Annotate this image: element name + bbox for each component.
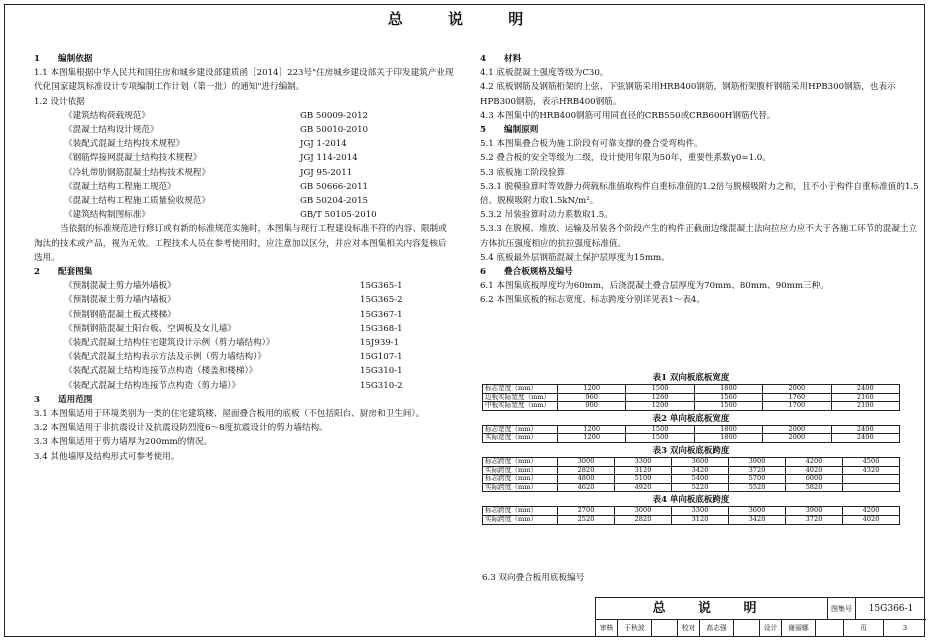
table-cell: 960 xyxy=(558,393,626,402)
table-cell: 2820 xyxy=(615,515,672,524)
spec-table xyxy=(482,384,900,411)
atlas-name: 《预制钢筋混凝土板式楼梯》 xyxy=(64,309,176,320)
table-caption: 表1 双向板底板宽度 xyxy=(652,373,730,383)
table-row xyxy=(483,425,900,434)
standard-row xyxy=(34,180,454,194)
standard-row xyxy=(34,194,454,208)
title-block-cell: 于秋波 xyxy=(618,620,652,636)
table-row xyxy=(483,385,900,394)
atlas-row xyxy=(34,279,454,293)
spec-table xyxy=(482,506,900,524)
table-cell: 2400 xyxy=(831,385,899,394)
table-cell: 4200 xyxy=(843,507,900,516)
table-cell: 3720 xyxy=(729,466,786,475)
section-4-heading: 4 材料 xyxy=(480,54,522,64)
table-cell: 2400 xyxy=(831,434,899,443)
table-cell: 1200 xyxy=(558,425,626,434)
standard-row xyxy=(34,208,454,222)
table-cell: 1800 xyxy=(694,425,762,434)
table-caption: 表4 单向板底板跨度 xyxy=(652,495,730,506)
table-cell: 4020 xyxy=(843,515,900,524)
section-4-item: 4.3 本图集中的HRB400钢筋可用同直径的CRB550或CRB600H钢筋代替。 xyxy=(480,110,776,121)
atlas-list xyxy=(34,279,454,393)
atlas-row xyxy=(34,322,454,336)
title-block-cell: 审核 xyxy=(596,620,618,636)
section-5-item: 5.3 底板施工阶段验算 xyxy=(480,167,566,178)
table-cell: 1260 xyxy=(626,393,694,402)
table-row xyxy=(483,466,900,475)
spec-table xyxy=(482,425,900,443)
table-cell: 2000 xyxy=(763,434,831,443)
atlas-row xyxy=(34,364,454,378)
atlas-number: 15G366-1 xyxy=(856,598,926,620)
table-cell: 1200 xyxy=(626,402,694,411)
section-6-3: 6.3 双向叠合板用底板编号 xyxy=(482,573,585,583)
section-3-item: 3.1 本图集适用于环境类别为一类的住宅建筑楼、屋面叠合板用的底板（不包括阳台、厨房和卫生间）。 xyxy=(34,409,425,420)
atlas-name: 《预制混凝土剪力墙外墙板》 xyxy=(64,281,176,292)
row-label: 实际宽度（mm） xyxy=(483,434,558,443)
table-cell: 1500 xyxy=(694,402,762,411)
table-cell: 3000 xyxy=(558,457,615,466)
title-block xyxy=(595,597,925,637)
table-cell: 3600 xyxy=(729,507,786,516)
table-cell: 2400 xyxy=(831,425,899,434)
row-label: 实际跨度（mm） xyxy=(483,515,558,524)
atlas-code: 15G368-1 xyxy=(360,323,403,334)
table-cell: 4920 xyxy=(615,483,672,492)
standard-name: 《钢筋焊接网混凝土结构技术规程》 xyxy=(64,153,202,164)
atlas-name: 《装配式混凝土结构连接节点构造（剪力墙）》 xyxy=(64,380,241,391)
section-5-item: 5.4 底板最外层钢筋混凝土保护层厚度为15mm。 xyxy=(480,252,670,263)
table-cell: 4020 xyxy=(786,466,843,475)
row-label: 标志跨度（mm） xyxy=(483,507,558,516)
standard-code: GB 50009-2012 xyxy=(300,110,369,121)
standard-row xyxy=(34,166,454,180)
row-label: 实际跨度（mm） xyxy=(483,466,558,475)
table-caption: 表2 单向板底板宽度 xyxy=(652,413,730,424)
atlas-code: 15G365-1 xyxy=(360,281,403,292)
page-title: 总 说 明 xyxy=(387,10,544,28)
title-block-cell xyxy=(734,620,760,636)
atlas-row xyxy=(34,379,454,393)
row-label: 标志跨度（mm） xyxy=(483,475,558,484)
table-row xyxy=(483,402,900,411)
table-cell: 2160 xyxy=(831,393,899,402)
table-cell: 1760 xyxy=(763,393,831,402)
atlas-number-label: 图集号 xyxy=(828,598,856,620)
atlas-code: 15J939-1 xyxy=(360,338,400,349)
table-cell: 1500 xyxy=(626,425,694,434)
left-column xyxy=(34,52,454,464)
title-block-signatures xyxy=(596,620,926,636)
table-cell: 2700 xyxy=(558,507,615,516)
table-cell: 5820 xyxy=(786,483,843,492)
title-block-cell xyxy=(652,620,678,636)
atlas-code: 15G367-1 xyxy=(360,309,403,320)
section-1-2: 1.2 设计依据 xyxy=(34,96,85,107)
title-block-cell: 页 xyxy=(844,620,884,636)
atlas-name: 《装配式混凝土结构住宅建筑设计示例（剪力墙结构）》 xyxy=(64,338,275,349)
table-row xyxy=(483,457,900,466)
atlas-row xyxy=(34,293,454,307)
standard-name: 《建筑结构荷载规范》 xyxy=(64,110,150,121)
section-5-heading: 5 编制原则 xyxy=(480,125,539,136)
standard-name: 《混凝土结构工程施工质量验收规范》 xyxy=(64,196,211,207)
atlas-code: 15G365-2 xyxy=(360,295,403,306)
title-block-cell: 3 xyxy=(902,624,908,632)
section-5-item: 5.2 叠合板的安全等级为二级，设计使用年限为50年，重要性系数γ0=1.0。 xyxy=(480,153,771,164)
table-cell: 1500 xyxy=(626,385,694,394)
section-3-item: 3.4 其他墙厚及结构形式可参考使用。 xyxy=(34,451,180,462)
section-5-item: 5.3.3 在脱模、堆放、运输及吊装各个阶段产生的构件正截面边缘混凝土法向拉应力应不大于各施工环节的混凝土立方体抗压强度相应的抗拉强度标准值。 xyxy=(480,224,918,249)
table-cell: 2820 xyxy=(558,466,615,475)
table-cell: 1200 xyxy=(558,434,626,443)
table-cell: 3000 xyxy=(615,507,672,516)
table-cell: 4620 xyxy=(558,483,615,492)
row-label: 标志宽度（mm） xyxy=(483,425,558,434)
table-cell: 3420 xyxy=(729,515,786,524)
table-cell: 5520 xyxy=(729,483,786,492)
standard-code: JGJ 114-2014 xyxy=(300,153,358,164)
standard-code: GB 50204-2015 xyxy=(300,196,369,207)
title-block-cell: 高志强 xyxy=(700,620,734,636)
row-label: 中板实际宽度（mm） xyxy=(483,402,558,411)
table-cell: 5220 xyxy=(672,483,729,492)
atlas-row xyxy=(34,336,454,350)
section-1-note: 当依据的标准规范进行修订或有新的标准规范实施时，本图集与现行工程建设标准不符的内容、限制或淘汰的技术或产品，视为无效。工程技术人员在参考使用时，应注意加以区分，并应对本图集相关内容复核后选用。 xyxy=(34,224,447,263)
standard-code: JGJ 1-2014 xyxy=(300,139,347,150)
standard-code: GB 50666-2011 xyxy=(300,181,369,192)
section-5-item: 5.3.1 脱模验算时等效静力荷载标准值取构件自重标准值的1.2倍与脱模吸附力之和，且不小于构件自重标准值的1.5倍。脱模吸附力取1.5kN/m²。 xyxy=(480,181,919,207)
table-cell: 3120 xyxy=(615,466,672,475)
atlas-name: 《预制钢筋混凝土阳台板、空调板及女儿墙》 xyxy=(64,323,236,334)
atlas-code: 15G310-2 xyxy=(360,380,403,391)
section-6-item: 6.2 本图集底板的标志宽度、标志跨度分别详见表1～表4。 xyxy=(480,295,705,306)
atlas-name: 《预制混凝土剪力墙内墙板》 xyxy=(64,295,176,306)
table-cell: 5100 xyxy=(615,475,672,484)
table-cell: 1500 xyxy=(626,434,694,443)
table-cell: 3300 xyxy=(615,457,672,466)
section-3-heading: 3 适用范围 xyxy=(34,394,93,405)
standard-row xyxy=(34,123,454,137)
standard-name: 《混凝土结构设计规范》 xyxy=(64,125,159,136)
right-column xyxy=(480,52,920,308)
section-5-item: 5.1 本图集叠合板为施工阶段有可靠支撑的叠合受弯构件。 xyxy=(480,139,703,150)
table-cell: 1800 xyxy=(694,385,762,394)
table-cell: 3900 xyxy=(786,507,843,516)
section-1-heading: 1 编制依据 xyxy=(34,54,93,64)
table-cell: 3420 xyxy=(672,466,729,475)
table-cell: 900 xyxy=(558,402,626,411)
table-row xyxy=(483,507,900,516)
section-6-item: 6.1 本图集底板厚度均为60mm，后浇混凝土叠合层厚度为70mm、80mm、90mm三种。 xyxy=(480,281,829,292)
spec-tables xyxy=(482,370,900,525)
table-cell: 2000 xyxy=(763,385,831,394)
table-cell: 3720 xyxy=(786,515,843,524)
table-cell: 4500 xyxy=(843,457,900,466)
table-cell xyxy=(843,483,900,492)
standard-code: JGJ 95-2011 xyxy=(300,167,353,178)
table-cell: 6000 xyxy=(786,475,843,484)
section-2-heading: 2 配套图集 xyxy=(34,267,93,278)
standard-name: 《装配式混凝土结构技术规程》 xyxy=(64,139,185,150)
table-cell: 4320 xyxy=(843,466,900,475)
standard-row xyxy=(34,151,454,165)
title-block-cell: 设计 xyxy=(760,620,782,636)
row-label: 标志跨度（mm） xyxy=(483,457,558,466)
table-cell xyxy=(843,475,900,484)
section-6-heading: 6 叠合板规格及编号 xyxy=(480,267,573,278)
standard-code: GB/T 50105-2010 xyxy=(300,210,377,221)
row-label: 标志宽度（mm） xyxy=(483,385,558,394)
table-row xyxy=(483,475,900,484)
title-block-cell: 校对 xyxy=(678,620,700,636)
table-caption: 表3 双向板底板跨度 xyxy=(652,445,730,456)
title-block-cell xyxy=(816,620,844,636)
table-cell: 2100 xyxy=(831,402,899,411)
table-cell: 1200 xyxy=(558,385,626,394)
atlas-row xyxy=(34,350,454,364)
section-4-item: 4.2 底板钢筋及钢筋桁架的上弦、下弦钢筋采用HRB400钢筋，钢筋桁架腹杆钢筋采用HPB300钢筋，也表示HPB300钢筋，表示HRB400钢筋。 xyxy=(480,82,896,107)
table-cell: 2000 xyxy=(763,425,831,434)
table-cell: 4200 xyxy=(786,457,843,466)
standards-list xyxy=(34,109,454,223)
table-cell: 1560 xyxy=(694,393,762,402)
section-1-1: 1.1 本图集根据中华人民共和国住房和城乡建设部建质函［2014］223号"住房城乡建设部关于印发建筑产业现代化国家建筑标准设计专项编制工作计划（第一批）的通知"进行编制。 xyxy=(34,68,454,93)
table-cell: 1800 xyxy=(694,434,762,443)
title-block-name: 总 说 明 xyxy=(596,598,828,620)
table-cell: 3300 xyxy=(672,507,729,516)
row-label: 实际跨度（mm） xyxy=(483,483,558,492)
table-cell: 3600 xyxy=(672,457,729,466)
table-cell: 5700 xyxy=(729,475,786,484)
standard-name: 《冷轧带肋钢筋混凝土结构技术规程》 xyxy=(64,167,211,178)
standard-name: 《建筑结构制图标准》 xyxy=(64,210,150,221)
table-row xyxy=(483,515,900,524)
standard-row xyxy=(34,137,454,151)
table-cell: 5400 xyxy=(672,475,729,484)
row-label: 边板实际宽度（mm） xyxy=(483,393,558,402)
atlas-name: 《装配式混凝土结构连接节点构造（楼盖和楼梯）》 xyxy=(64,366,258,377)
atlas-row xyxy=(34,308,454,322)
table-cell: 3120 xyxy=(672,515,729,524)
section-5-item: 5.3.2 吊装验算时动力系数取1.5。 xyxy=(480,210,613,221)
table-cell: 4800 xyxy=(558,475,615,484)
standard-name: 《混凝土结构工程施工规范》 xyxy=(64,181,176,192)
atlas-name: 《装配式混凝土结构表示方法及示例（剪力墙结构）》 xyxy=(64,352,266,363)
table-row xyxy=(483,434,900,443)
section-3-item: 3.2 本图集适用于非抗震设计及抗震设防烈度6～8度抗震设计的剪力墙结构。 xyxy=(34,423,328,434)
standard-row xyxy=(34,109,454,123)
atlas-code: 15G310-1 xyxy=(360,366,403,377)
atlas-code: 15G107-1 xyxy=(360,352,403,363)
spec-table xyxy=(482,457,900,492)
standard-code: GB 50010-2010 xyxy=(300,125,369,136)
table-cell: 3900 xyxy=(729,457,786,466)
title-block-cell: 谢丽娜 xyxy=(782,620,816,636)
table-row xyxy=(483,483,900,492)
table-cell: 1700 xyxy=(763,402,831,411)
section-3-item: 3.3 本图集适用于剪力墙厚为200mm的情况。 xyxy=(34,437,213,448)
section-4-item: 4.1 底板混凝土强度等级为C30。 xyxy=(480,68,609,79)
table-cell: 2520 xyxy=(558,515,615,524)
